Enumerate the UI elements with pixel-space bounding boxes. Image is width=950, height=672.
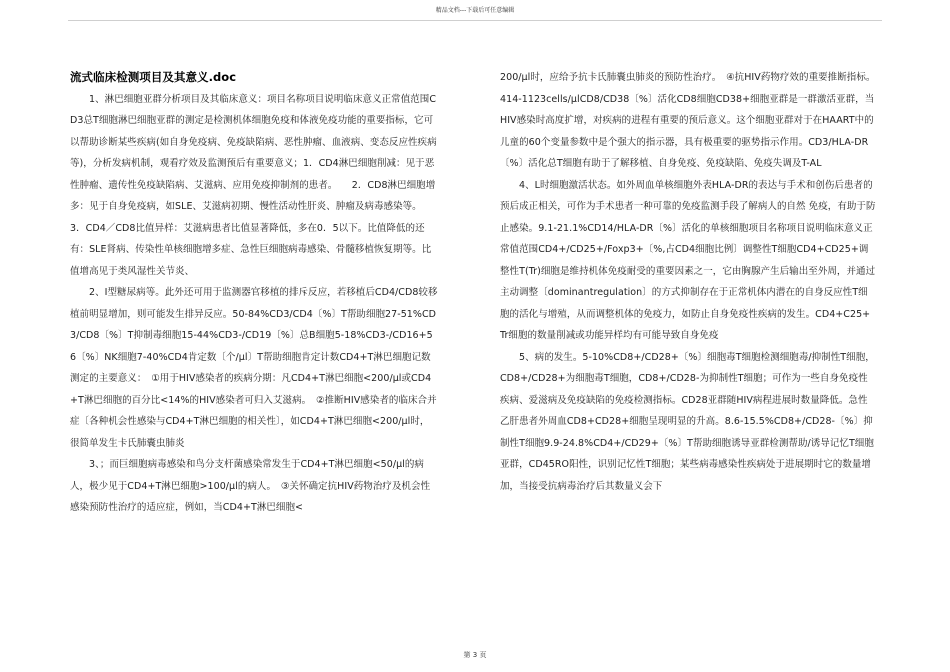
page-header: 精品文档---下载后可任意编辑 (435, 7, 515, 14)
paragraph-5: 5、病的发生。5-10%CD8+/CD28+〔%〕细胞毒T细胞检测细胞毒/抑制性T细胞，CD8+/CD28+为细胞毒T细胞，CD8+/CD28-为抑制性T细胞；可作为一些自身免疫性疾病、爱滋病及免疫缺陷的免疫检测指标。CD28亚群随HIV病程进展时数量降低。急性乙肝患者外周血CD8+CD28+细胞呈现明显的升高。8.6-15.5%CD8+/CD28-〔%〕抑制性T细胞9.9-24.8%CD4+/CD29+〔%〕T帮助细胞诱导亚群检测帮助/诱导记忆T细胞亚群，CD45RO阳性，识别记忆性T细胞；某些病毒感染性疾病处于进展期时它的数量增加，当接受抗病毒治疗后其数量义会下 (500, 351, 875, 492)
right-column (500, 67, 876, 497)
document-title: 流式临床检测项目及其意义.doc (70, 70, 237, 84)
paragraph-2: 2、I型糖尿病等。此外还可用于监测器官移植的排斥反应，若移植后CD4/CD8较移植前明显增加，则可能发生排异反应。50-84%CD3/CD4〔%〕T帮助细胞27-51%CD3/CD8〔%〕T抑制毒细胞15-44%CD3-/CD19〔%〕总B细胞5-18%CD3-/CD16+56〔%〕NK细胞7-40%CD4肯定数〔个/μl〕T帮助细胞肯定计数CD4+T淋巴细胞记数测定的主要意义： ①用于HIV感染者的疾病分期：凡CD4+T淋巴细胞<200/μl或CD4+T淋巴细胞的百分比<14%的HIV感染者可归入艾滋病。 ②推断HIV感染者的临床合并症〔各种机会性感染与CD4+T淋巴细胞的相关性〕，如CD4+T淋巴细胞<200/μl时，很简单发生卡氏肺囊虫肺炎 (70, 287, 438, 449)
header-divider (68, 20, 882, 21)
paragraph-3: 3、；而巨细胞病毒感染和鸟分支杆菌感染常发生于CD4+T淋巴细胞<50/μl的病人，极少见于CD4+T淋巴细胞>100/μl的病人。 ③关怀确定抗HIV药物治疗及机会性感染预防性治疗的适应症，例如，当CD4+T淋巴细胞< (70, 459, 431, 513)
paragraph-4: 4、L时细胞激活状态。如外周血单核细胞外表HLA-DR的表达与手术和创伤后患者的预后成正相关，可作为手术患者一种可靠的免疫监测手段了解病人的自然 免疫，有助于防止感染。9.1-21.1%CD14/HLA-DR〔%〕活化的单核细胞项目名称项目说明临床意义正常值范围CD4+/CD25+/Foxp3+〔%,占CD4细胞比例〕调整性T细胞CD4+CD25+调整性T(Tr)细胞是维持机体免疫耐受的重要因素之一，它由胸腺产生后输出至外周，并通过主动调整〔dominantregulation〕的方式抑制存在于正常机体内潜在的自身反应性T细胞的活化与增殖，从而调整机体的免疫力，如防止自身免疫性疾病的发生。CD4+C25+Tr细胞的数量削减或功能异样均有可能导致自身免疫 (500, 179, 876, 341)
paragraph-3-continued: 200/μl时，应给予抗卡氏肺囊虫肺炎的预防性治疗。 ④抗HIV药物疗效的重要推断指标。414-1123cells/μlCD8/CD38〔%〕活化CD8细胞CD38+细胞亚群是一群激活亚群，当HIV感染时高度扩增，对疾病的进程有重要的预后意义。这个细胞亚群对于在HAART中的儿童的60个变量参数中是个强大的指示器，具有极重要的驱势指示作用。CD3/HLA-DR〔%〕活化总T细胞有助于了解移植、自身免疫、免疫缺陷、免疫失调及T-AL (500, 72, 876, 169)
page-number: 第 3 页 (463, 651, 487, 659)
paragraph-1: 1、淋巴细胞亚群分析项目及其临床意义：项目名称项目说明临床意义正常值范围CD3总T细胞淋巴细胞亚群的测定是检测机体细胞免疫和体液免疫功能的重要指标，它可以帮助诊断某些疾病(如自身免疫病、免疫缺陷病、恶性肿瘤、血液病、变态反应性疾病等)，分析发病机制，观看疗效及监测预后有重要意义；1．CD4淋巴细胞削减：见于恶性肿瘤、遗传性免疫缺陷病、艾滋病、应用免疫抑制剂的患者。 2．CD8淋巴细胞增多：见于自身免疫病，如SLE、艾滋病初期、慢性活动性肝炎、肿瘤及病毒感染等。 3．CD4／CD8比值异样：艾滋病患者比值显著降低，多在0．5以下。比值降低的还有：SLE肾病、传染性单核细胞增多症、急性巨细胞病毒感染、骨髓移植恢复期等。比值增高见于类风湿性关节炎、 (70, 93, 437, 277)
left-column (70, 67, 438, 519)
